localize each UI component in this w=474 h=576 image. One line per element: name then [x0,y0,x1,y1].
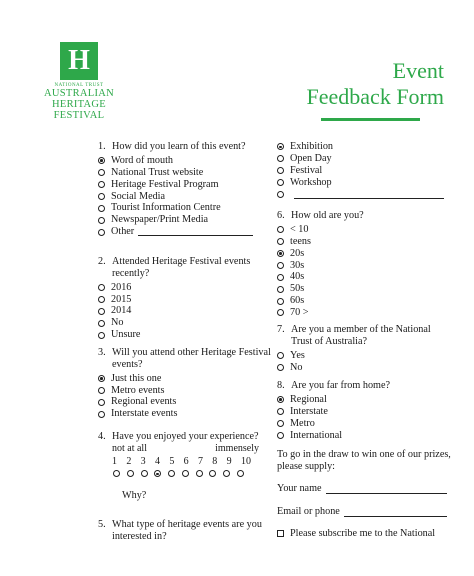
option-list [98,282,268,341]
question-text: Will you attend other Heritage Festival events? [112,347,271,370]
question-text: Are you a member of the National Trust of Australia? [291,324,431,347]
title-line-2: Feedback Form [306,84,444,109]
logo-tagline: NATIONAL TRUST [54,83,104,88]
radio-button[interactable] [98,284,105,291]
subscribe-option[interactable] [277,528,447,539]
email-label: Email or phone [277,506,340,517]
option-label: National Trust website [111,166,204,178]
option-label: 2015 [111,293,132,305]
prize-intro [277,449,452,473]
other-input-line[interactable] [138,228,253,236]
scale-radio-10[interactable] [237,470,244,477]
radio-button[interactable] [98,332,105,339]
radio-button[interactable] [98,217,105,224]
option-label: < 10 [290,223,309,235]
scale-radio-4[interactable] [154,470,161,477]
prize-intro-text: To go in the draw to win one of our prizes, please supply: [277,449,451,472]
radio-button[interactable] [98,169,105,176]
option-q5-2[interactable] [277,165,447,177]
scale-radio-8[interactable] [209,470,216,477]
option-q6-1[interactable] [277,236,447,248]
option-label: Social Media [111,190,166,202]
radio-button[interactable] [277,364,284,371]
scale-number-8: 8 [212,455,218,467]
option-label: Metro [290,417,315,429]
option-label: Festival [290,164,323,176]
question-number: 4. [98,431,106,442]
question-text: Are you far from home? [291,380,391,391]
scale-numbers [112,456,251,468]
name-field[interactable] [277,483,447,494]
option-q6-0[interactable] [277,224,447,236]
radio-button[interactable] [98,375,105,382]
option-list [277,350,452,374]
radio-button[interactable] [277,352,284,359]
option-q8-0[interactable] [277,394,447,406]
logo-mark: H [60,42,98,80]
name-input-line[interactable] [326,486,447,494]
scale-number-2: 2 [126,455,132,467]
option-q6-7[interactable] [277,307,447,319]
question-number: 6. [277,210,285,221]
scale-radio-9[interactable] [223,470,230,477]
option-label: teens [290,235,311,247]
radio-button[interactable] [277,298,284,305]
festival-logo [34,42,124,121]
question-text: How did you learn of this event? [112,141,246,152]
option-q7-0[interactable] [277,350,452,362]
radio-button[interactable] [98,387,105,394]
option-label: Heritage Festival Program [111,178,219,190]
scale-radio-6[interactable] [182,470,189,477]
option-list [277,224,447,319]
radio-button[interactable] [98,411,105,418]
option-label: No [290,361,303,373]
radio-button[interactable] [98,320,105,327]
question-text: How old are you? [291,210,364,221]
radio-button[interactable] [277,262,284,269]
option-q8-1[interactable] [277,406,447,418]
option-label: Word of mouth [111,154,173,166]
option-q1-1[interactable] [98,167,268,179]
radio-button[interactable] [98,229,105,236]
option-q2-1[interactable] [98,293,268,305]
radio-button[interactable] [98,157,105,164]
scale-labels [112,443,259,455]
option-label: 70 > [290,307,309,319]
option-label: 2014 [111,305,132,317]
option-q1-5[interactable] [98,214,268,226]
option-q3-0[interactable] [98,373,273,385]
option-q5-4[interactable] [277,189,447,201]
option-label: Interstate events [111,408,178,420]
question-1 [98,141,268,238]
option-q8-3[interactable] [277,429,447,441]
page-title [307,58,444,110]
option-label: 40s [290,271,305,283]
option-label: Just this one [111,372,162,384]
radio-button[interactable] [277,155,284,162]
option-label: Tourist Information Centre [111,202,221,214]
option-label: Workshop [290,176,332,188]
question-3 [98,347,273,420]
question-number: 7. [277,324,285,335]
question-6 [277,210,447,319]
option-label: International [290,429,343,441]
option-q2-3[interactable] [98,317,268,329]
option-q1-2[interactable] [98,179,268,191]
option-list [98,155,268,238]
option-q7-1[interactable] [277,361,452,373]
option-q1-6[interactable] [98,226,268,238]
radio-button[interactable] [277,408,284,415]
option-q2-4[interactable] [98,329,268,341]
option-q1-0[interactable] [98,155,268,167]
radio-button[interactable] [277,226,284,233]
question-number: 1. [98,141,106,152]
radio-button[interactable] [277,238,284,245]
logo-line-3: FESTIVAL [53,110,105,121]
radio-button[interactable] [98,399,105,406]
option-q5-1[interactable] [277,153,447,165]
option-q3-3[interactable] [98,408,273,420]
scale-low-label: not at all [112,442,147,454]
scale-radio-3[interactable] [141,470,148,477]
option-q8-2[interactable] [277,418,447,430]
scale-number-9: 9 [226,455,232,467]
radio-button[interactable] [277,250,284,257]
email-field[interactable] [277,506,447,517]
name-label: Your name [277,483,322,494]
other-input-line[interactable] [294,191,444,199]
scale-radios [113,470,244,477]
scale-number-1: 1 [112,455,117,467]
question-5 [98,519,268,543]
radio-button[interactable] [98,296,105,303]
question-5-options [277,141,447,200]
radio-button[interactable] [277,179,284,186]
title-underline [321,118,420,121]
question-number: 3. [98,347,106,358]
scale-number-4: 4 [154,455,160,467]
option-list [277,394,447,442]
scale-number-5: 5 [169,455,175,467]
title-line-1: Event [392,58,444,83]
question-text: What type of heritage events are you interested in? [112,519,262,542]
option-label: 30s [290,259,305,271]
logo-line-1: AUSTRALIAN [43,88,115,99]
subscribe-checkbox[interactable] [277,530,284,537]
option-label: 50s [290,283,305,295]
why-label: Why? [122,490,147,502]
option-q5-3[interactable] [277,177,447,189]
option-label: Regional [290,393,327,405]
option-q1-4[interactable] [98,202,268,214]
radio-button[interactable] [277,396,284,403]
scale-number-10: 10 [240,455,251,467]
scale-number-3: 3 [140,455,146,467]
scale-radio-1[interactable] [113,470,120,477]
option-label: Newspaper/Print Media [111,214,209,226]
option-label: Regional events [111,396,177,408]
option-list [277,141,447,200]
option-label: Unsure [111,329,141,341]
option-list [98,373,273,421]
question-number: 5. [98,519,106,530]
option-q6-2[interactable] [277,248,447,260]
option-q6-6[interactable] [277,295,447,307]
option-q6-3[interactable] [277,259,447,271]
radio-button[interactable] [277,191,284,198]
option-label: Yes [290,349,305,361]
question-4 [98,431,273,502]
option-q3-1[interactable] [98,384,273,396]
option-q3-2[interactable] [98,396,273,408]
radio-button[interactable] [277,274,284,281]
option-label: 2016 [111,281,132,293]
subscribe-label: Please subscribe me to the National [290,528,436,539]
radio-button[interactable] [277,143,284,150]
radio-button[interactable] [277,286,284,293]
option-label: Interstate [290,405,328,417]
option-label: 60s [290,295,305,307]
scale-radio-7[interactable] [196,470,203,477]
question-number: 8. [277,380,285,391]
option-label: Exhibition [290,141,334,153]
question-2 [98,256,268,341]
radio-button[interactable] [98,205,105,212]
scale-number-6: 6 [183,455,189,467]
question-8 [277,380,447,441]
email-input-line[interactable] [344,509,447,517]
option-q2-2[interactable] [98,305,268,317]
radio-button[interactable] [277,167,284,174]
scale-number-7: 7 [197,455,203,467]
radio-button[interactable] [98,181,105,188]
question-text: Have you enjoyed your experience? [112,431,259,442]
radio-button[interactable] [98,193,105,200]
question-7 [277,324,452,373]
radio-button[interactable] [98,308,105,315]
radio-button[interactable] [277,309,284,316]
option-q5-0[interactable] [277,141,447,153]
option-q6-5[interactable] [277,283,447,295]
question-text: Attended Heritage Festival events recently? [112,256,251,279]
option-label: 20s [290,247,305,259]
scale-radio-2[interactable] [127,470,134,477]
option-q2-0[interactable] [98,282,268,294]
option-q1-3[interactable] [98,190,268,202]
radio-button[interactable] [277,432,284,439]
scale-radio-5[interactable] [168,470,175,477]
question-number: 2. [98,256,106,267]
option-label: Open Day [290,152,332,164]
option-label: Metro events [111,384,165,396]
option-label: Other [111,226,135,238]
logo-line-2: HERITAGE [51,99,107,110]
option-q6-4[interactable] [277,271,447,283]
option-label: No [111,317,124,329]
scale-high-label: immensely [215,442,259,454]
radio-button[interactable] [277,420,284,427]
